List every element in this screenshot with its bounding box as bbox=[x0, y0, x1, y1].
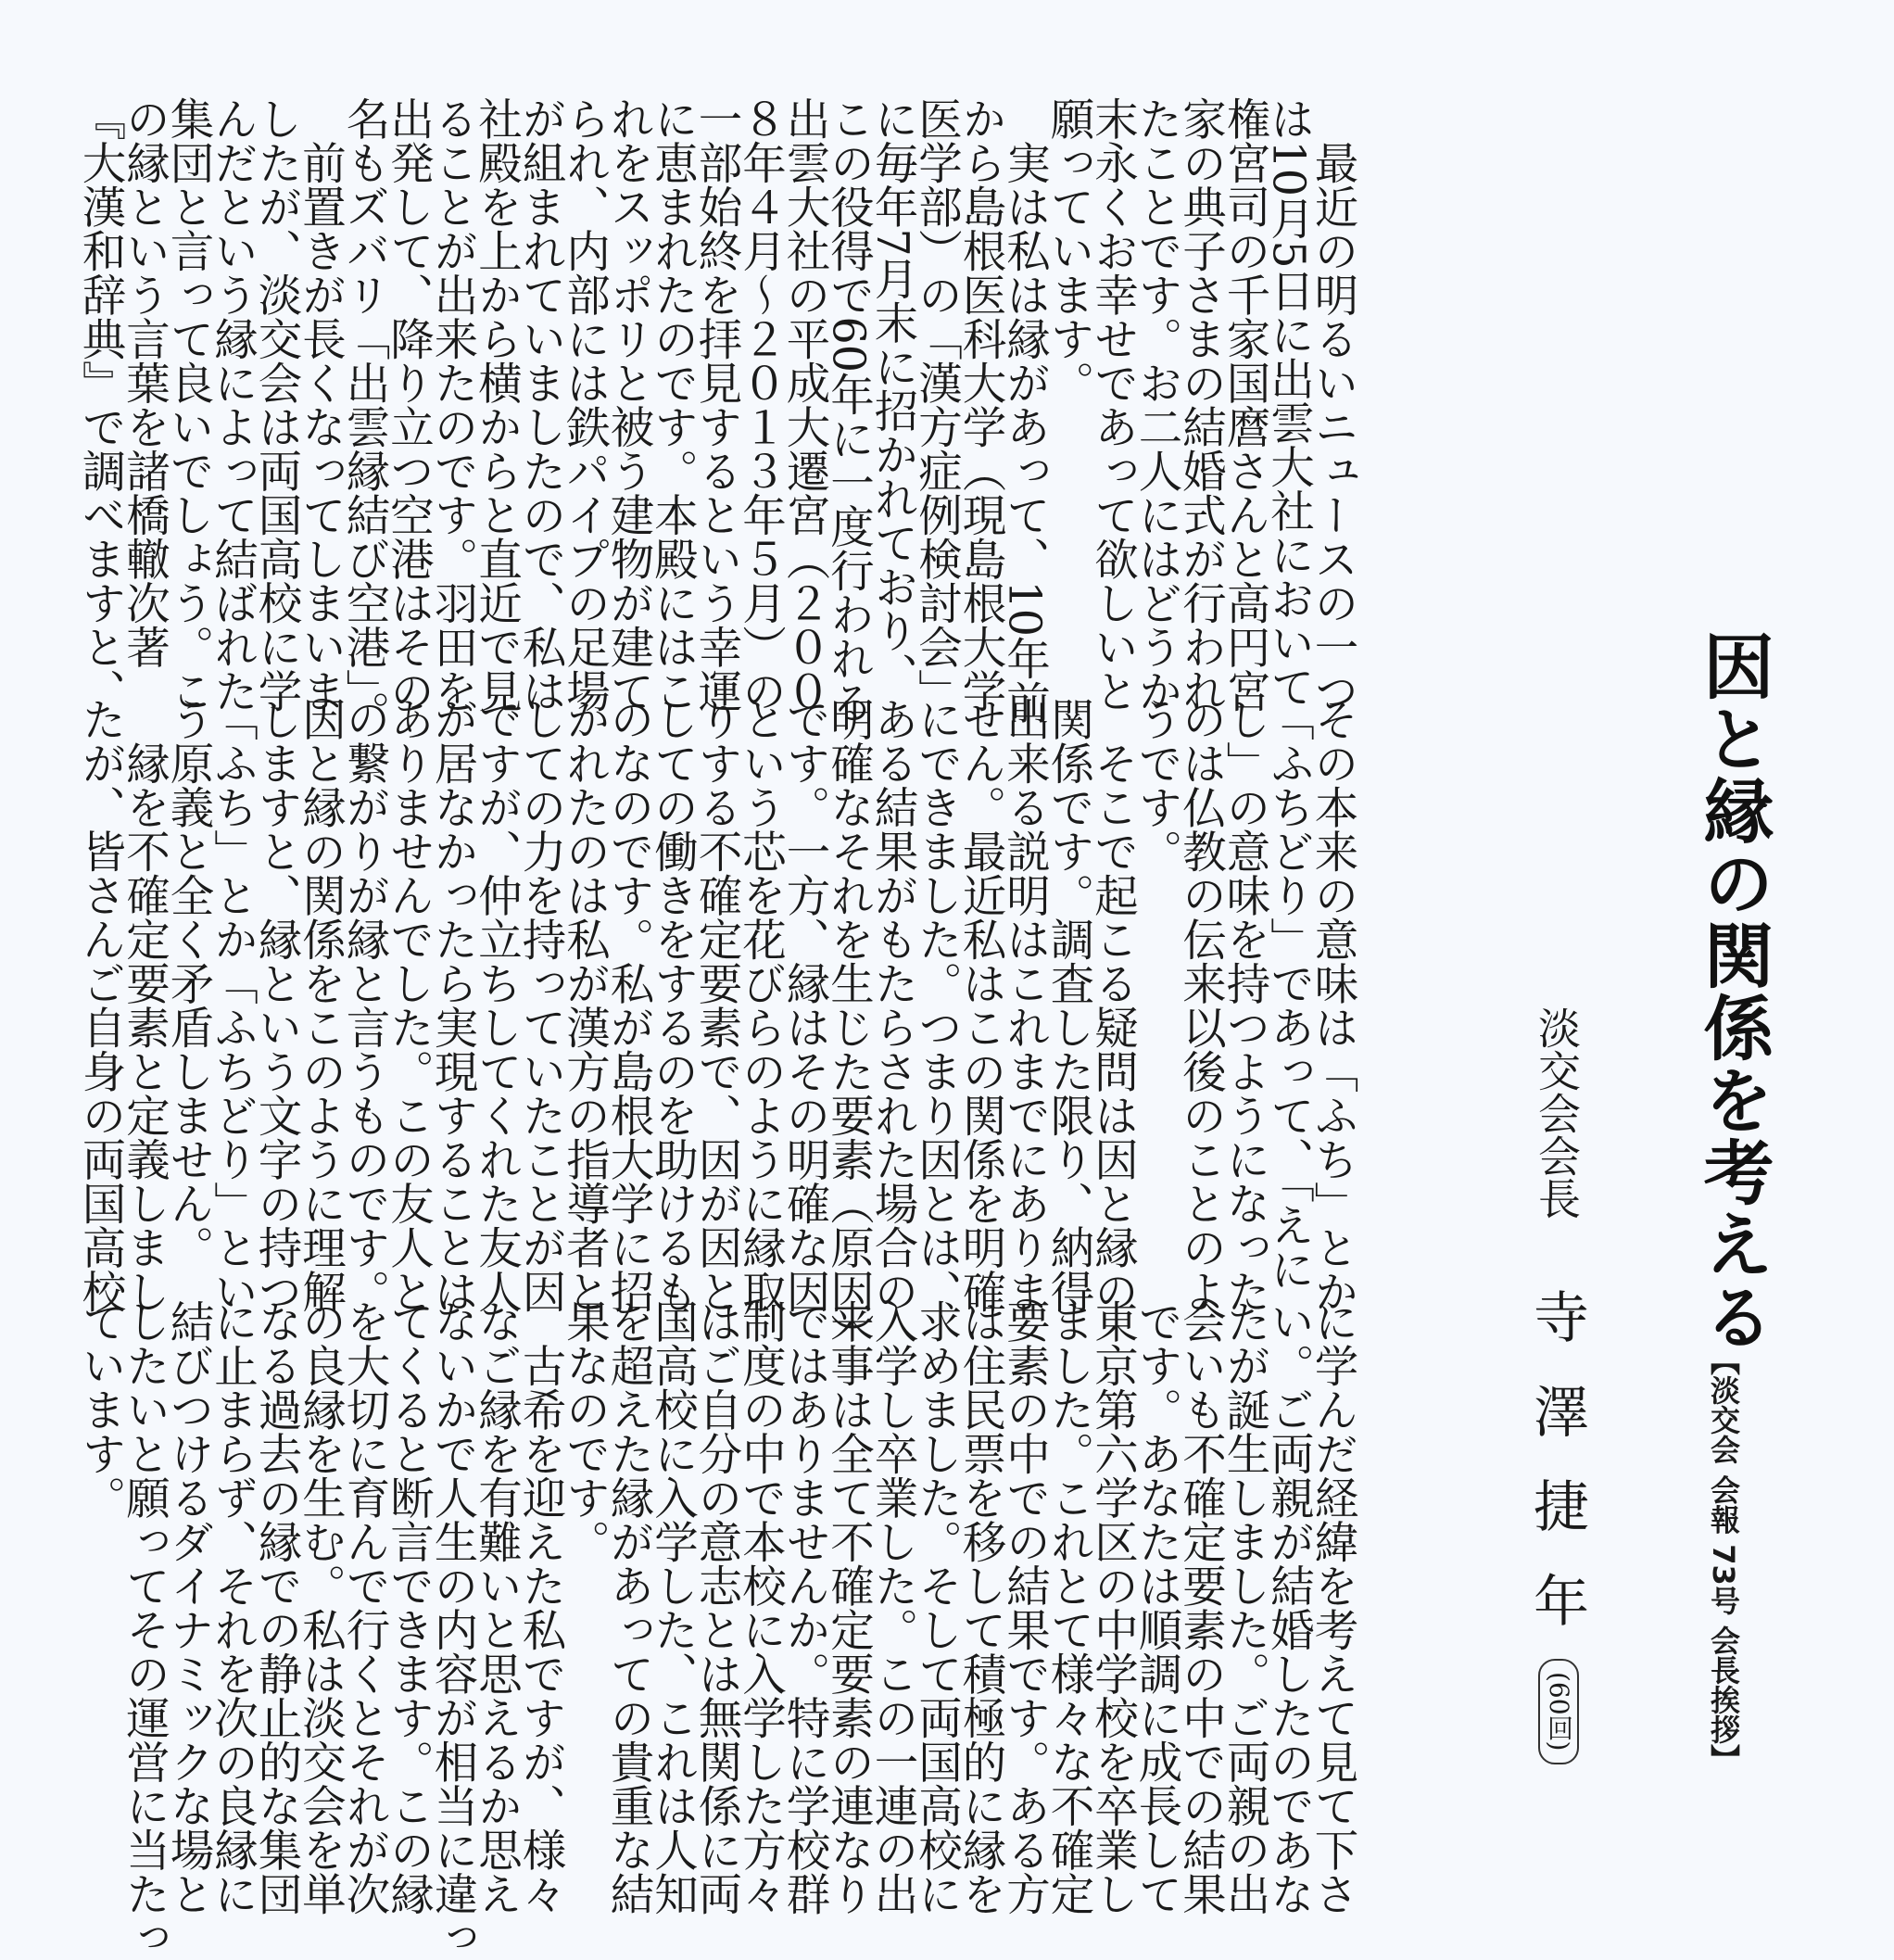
paragraph: その本来の意味は「ふち」とか 「ふちどり」であって、「えに し」の意味を持つようになった のは仏教の伝来以後のことのよ うです。 bbox=[1130, 697, 1357, 1313]
article-subtitle: 【淡交会 会報 73号 会長挨拶】 bbox=[1706, 1346, 1741, 1774]
text-block-middle bbox=[74, 697, 1442, 1358]
text-block-upper bbox=[74, 96, 1442, 735]
paragraph: 最近の明るいニュースの一つ は10月5日に出雲大社において 権宮司の千家国麿さんと高円宮 家の典子さまの結婚式が行われ たことです。お二人にはどうか 末永くお幸せであって欲しいと 願っています。 bbox=[1042, 96, 1357, 713]
paragraph: そこで起こる疑問は因と縁の 関係です。調査した限り、納得 出来る説明はこれまでにありま せん。最近私はこの関係を明確 にできました。つまり因とは、 ある結果がもたらされた場合の 明確なそれを生じた要素（原因） です。一方、縁はその明確な因 という芯を花びらのように縁取 りする不確定要素で、因が因と しての働きをするのを助けるも のなのです。私が島根大学に招 かれたのは私が漢方の指導者と しての力を持っていたことが因 ですが、仲立ちしてくれた友人 が居なかったら実現することは ありませんでした。この友人と の繋がりが縁と言うものです。 因と縁の関係をこのように理解 しますと、縁という文字の持つ 「ふち」とか「ふちどり」とい う原義と全く矛盾しません。 bbox=[162, 697, 1138, 1358]
author-name: 寺澤捷年 bbox=[1524, 1288, 1589, 1666]
author-affiliation: 淡交会会長 bbox=[1532, 1006, 1582, 1220]
author-class-year: (60回) bbox=[1538, 1659, 1579, 1764]
paragraph: 古希を迎えた私ですが、様々 なご縁を有難いと思えるか思え ないかで人生の内容が相当に違っ てくると断言できます。この縁 を大切に育んで行くとそれが次 の良縁を生む。私は淡交会を単 なる過去の縁での静止的な集団 に止まらず、それを次の良縁に 結びつけるダイナミックな場と したいと願ってその運営に当たっ ています。 bbox=[74, 1299, 565, 1960]
paragraph: に学んだ経緯を考えて見て下さ い。ご両親が結婚したのであな たが誕生しました。ご両親の出 会いも不確定要素の中での結果 です。あなたは順調に成長して 東京第六学区の中学校を卒業し ました。これとて様々な不確定 要素の中での結果です。ある方 は住民票を移して積極的に縁を 求めました。そして両国高校に 入学し卒業した。この一連の出 来事は全て不確定要素の連なり ではありませんか。特に学校群 制度の中で本校に入学した方々 はご自分の意志とは無関係に両 国高校に入学した、これは人知 を超えた縁があっての貴重な結 果なのです。 bbox=[558, 1299, 1357, 1916]
paragraph: 前置きが長くなってしまいま したが、淡交会は両国高校に学 んだという縁によって結ばれた 集団と言って良いでしょう。こ の縁という言葉を諸橋轍次著 『大漢和辞典』で調べますと、 bbox=[74, 96, 346, 713]
text-block-lower bbox=[74, 1299, 1442, 1960]
article-title: 因と縁の関係を考える bbox=[1692, 630, 1774, 1353]
paragraph: 縁を不確定要素と定義しまし たが、皆さんご自身の両国高校 bbox=[74, 697, 170, 1313]
paragraph: 実は私は縁があって、10年前 から島根医科大学（現島根大学 医学部）の「漢方症例検討会」 に毎年7月末に招かれており、 この役得で60年に一度行われる 出雲大社の平成大遷宮（２００ ８年４月〜２０１３年５月）の 一部始終を拝見するという幸運 に恵まれたのです。本殿にはこ れをスッポリと被う建物が建て られ、内部には鉄パイプの足場 が組まれていましたので、私は 社殿を上から横からと直近で見 ることが出来たのです。羽田を 出発して、降り立つ空港はその 名もズバリ「出雲縁結び空港」。 bbox=[338, 96, 1050, 735]
